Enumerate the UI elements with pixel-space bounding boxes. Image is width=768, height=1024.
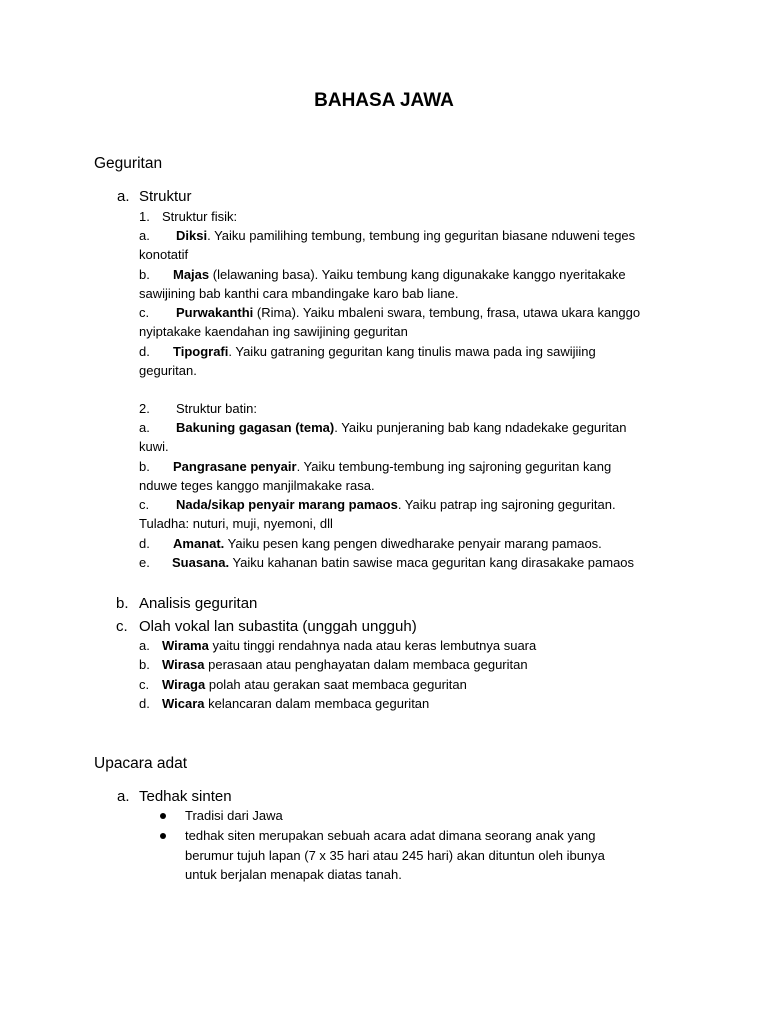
term: Majas (173, 267, 210, 282)
list-item-text (176, 497, 616, 512)
definition: . Yaiku gatraning geguritan kang tinulis mawa pada ing sawijiing (228, 344, 596, 359)
bullet-item-continuation: untuk berjalan menapak diatas tanah. (185, 867, 402, 882)
list-label: b. (139, 267, 150, 282)
list-item-text (162, 677, 467, 692)
list-item-continuation: sawijining bab kanthi cara mbandingake karo bab liane. (139, 286, 459, 301)
subsection-title-analisis: Analisis geguritan (139, 595, 258, 612)
list-label: a. (139, 638, 150, 653)
list-item-text (173, 267, 626, 282)
definition: . Yaiku tembung-tembung ing sajroning geguritan kang (296, 459, 612, 474)
term: Wiraga (162, 677, 206, 692)
list-item-text (176, 305, 640, 320)
bullet-icon (160, 833, 166, 839)
term: Pangrasane penyair (173, 459, 297, 474)
definition: yaitu tinggi rendahnya nada atau keras lembutnya suara (208, 638, 537, 653)
section-heading-geguritan: Geguritan (94, 155, 163, 172)
term: Tipografi (173, 344, 229, 359)
list-label: b. (139, 459, 150, 474)
list-item-text (176, 420, 626, 435)
definition: kelancaran dalam membaca geguritan (204, 696, 430, 711)
term: Nada/sikap penyair marang pamaos (176, 497, 398, 512)
subsection-title-olah-vokal: Olah vokal lan subastita (unggah ungguh) (139, 618, 417, 635)
page-title: BAHASA JAWA (314, 90, 454, 111)
definition: (lelawaning basa). Yaiku tembung kang digunakake kanggo nyeritakake (209, 267, 626, 282)
definition: . Yaiku punjeraning bab kang ndadekake geguritan (334, 420, 627, 435)
list-label: d. (139, 536, 150, 551)
list-label: a. (117, 188, 130, 205)
term: Bakuning gagasan (tema) (176, 420, 335, 435)
list-label: c. (139, 677, 150, 692)
list-item-continuation: Tuladha: nuturi, muji, nyemoni, dll (139, 516, 333, 531)
term: Wirama (162, 638, 209, 653)
list-item-text (162, 657, 528, 672)
list-item-continuation: nduwe teges kanggo manjilmakake rasa. (139, 478, 375, 493)
bullet-item-continuation: berumur tujuh lapan (7 x 35 hari atau 245 hari) akan dituntun oleh ibunya (185, 848, 605, 863)
bullet-icon (160, 813, 166, 819)
list-label: 2. (139, 401, 150, 416)
subsection-title-struktur: Struktur (139, 188, 192, 205)
term: Wicara (162, 696, 205, 711)
list-item-continuation: kuwi. (139, 439, 169, 454)
list-label: b. (116, 595, 129, 612)
term: Diksi (176, 228, 208, 243)
definition: (Rima). Yaiku mbaleni swara, tembung, frasa, utawa ukara kanggo (253, 305, 641, 320)
list-label: c. (139, 305, 150, 320)
definition: . Yaiku patrap ing sajroning geguritan. (397, 497, 616, 512)
list-label: b. (139, 657, 150, 672)
list-item-text (173, 459, 611, 474)
term: Wirasa (162, 657, 205, 672)
list-label: a. (117, 788, 130, 805)
bullet-item-text: tedhak siten merupakan sebuah acara adat dimana seorang anak yang (185, 828, 596, 843)
list-label: a. (139, 420, 150, 435)
definition: polah atau gerakan saat membaca geguritan (205, 677, 467, 692)
term: Suasana. (172, 555, 230, 570)
list-item-text (162, 696, 429, 711)
bullet-item-text: Tradisi dari Jawa (185, 808, 283, 823)
list-item-text (162, 638, 536, 653)
list-item-text (173, 536, 602, 551)
list-item-continuation: konotatif (139, 247, 189, 262)
list-label: e. (139, 555, 150, 570)
list-label: 1. (139, 209, 150, 224)
list-item-continuation: geguritan. (139, 363, 197, 378)
list-item-text (176, 228, 635, 243)
list-label: c. (139, 497, 150, 512)
term: Purwakanthi (176, 305, 254, 320)
list-item-continuation: nyiptakake kaendahan ing sawijining geguritan (139, 324, 408, 339)
definition: perasaan atau penghayatan dalam membaca geguritan (204, 657, 528, 672)
list-item-text (172, 555, 634, 570)
section-heading-upacara-adat: Upacara adat (94, 755, 188, 772)
list-label: d. (139, 696, 150, 711)
list-label: c. (116, 618, 128, 635)
list-item-text (173, 344, 596, 359)
term: Amanat. (173, 536, 225, 551)
list-label: a. (139, 228, 150, 243)
struktur-batin-title: Struktur batin: (176, 401, 257, 416)
list-label: d. (139, 344, 150, 359)
subsection-title-tedhak-sinten: Tedhak sinten (139, 788, 232, 805)
definition: Yaiku pesen kang pengen diwedharake penyair marang pamaos. (224, 536, 602, 551)
definition: . Yaiku pamilihing tembung, tembung ing geguritan biasane nduweni teges (207, 228, 636, 243)
struktur-fisik-title: Struktur fisik: (162, 209, 238, 224)
definition: Yaiku kahanan batin sawise maca geguritan kang dirasakake pamaos (229, 555, 635, 570)
